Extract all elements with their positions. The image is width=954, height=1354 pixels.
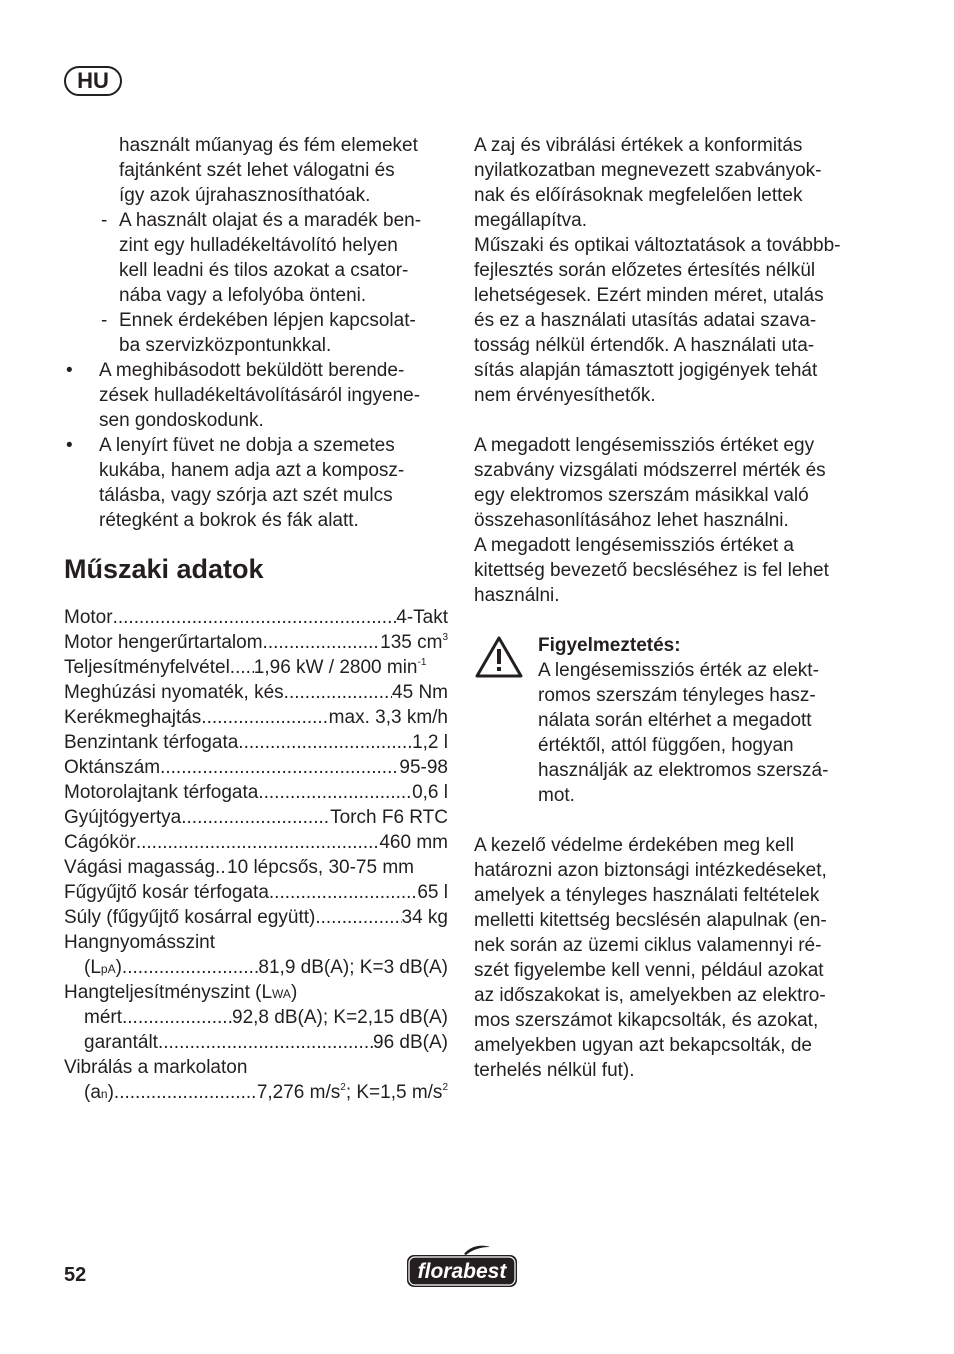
text-line: nem érvényesíthetők. <box>474 385 656 406</box>
spec-label: Meghúzási nyomaték, kés <box>64 682 284 703</box>
text-line: tosság nélkül értendők. A használati uta- <box>474 335 815 356</box>
bullet-mark: • <box>66 435 73 456</box>
text-line: nek során az üzemi ciklus valamennyi ré- <box>474 935 822 956</box>
spec-label: Teljesítményfelvétel <box>64 657 230 678</box>
dash-item <box>64 308 448 358</box>
text-line: összehasonlításához lehet használni. <box>474 510 789 531</box>
text-line: Ennek érdekében lépjen kapcsolat- <box>119 310 416 331</box>
spec-row-grass-box <box>64 880 448 905</box>
spec-label: Vágási magasság <box>64 857 216 878</box>
text-line: megállapítva. <box>474 210 588 231</box>
text-line: amelyek a tényleges használati feltételek <box>474 885 820 906</box>
text-line: Műszaki és optikai változtatások a továbbb- <box>474 235 841 256</box>
spec-label: Gyújtógyertya <box>64 807 182 828</box>
spec-value: 1,96 kW / 2800 $\min^{-1}$ <box>253 657 427 678</box>
text-line: zint egy hulladékeltávolító helyen <box>119 235 398 256</box>
text-line: A meghibásodott beküldött berende- <box>99 360 405 381</box>
continued-text <box>64 133 448 208</box>
spec-row-sound-power-guaranteed <box>64 1030 448 1055</box>
text-line: nak és előírásoknak megfelelően lettek <box>474 185 803 206</box>
text-line: terhelés nélkül fut). <box>474 1060 635 1081</box>
bullet-item <box>64 433 448 533</box>
spec-label: Cágókör <box>64 832 136 853</box>
text-line: A zaj és vibrálási értékek a konformitás <box>474 135 803 156</box>
text-line: A lenyírt füvet ne dobja a szemetes <box>99 435 395 456</box>
warning-title: Figyelmeztetés: <box>538 635 681 656</box>
text-line: egy elektromos szerszám másikkal való <box>474 485 809 506</box>
spec-row-vibration <box>64 1080 448 1105</box>
right-column <box>474 133 874 1083</box>
text-line: és ez a használati utasítás adatai szava- <box>474 310 817 331</box>
spec-row-displacement <box>64 630 448 655</box>
spec-row-power <box>64 655 448 680</box>
spec-row-oil-tank <box>64 780 448 805</box>
spec-label: Súly (fűgyűjtő kosárral együtt) <box>64 907 316 928</box>
text-line: használni. <box>474 585 560 606</box>
text-line: sítás alapján támasztott jogigények tehát <box>474 360 818 381</box>
warning-block <box>474 633 874 808</box>
spec-row-motor <box>64 605 448 630</box>
spec-head-sound-pressure: Hangnyomásszint <box>64 932 216 953</box>
dash-mark: - <box>101 310 108 331</box>
spec-label: Motor <box>64 607 113 628</box>
spec-value: 96 dB(A) <box>373 1032 448 1053</box>
text-line: az időszakokat is, amelyekben az elektro- <box>474 985 826 1006</box>
section-title: Műszaki adatok <box>64 554 264 584</box>
spec-value: 7,276 $m/s^2$; K=1,5 $m/s^2$ <box>256 1082 448 1103</box>
text-line: melletti kitettség becslésén alapulnak (en- <box>474 910 827 931</box>
spec-value: 4-Takt <box>396 607 448 628</box>
spec-value: 95-98 <box>399 757 448 778</box>
spec-label: Oktánszám <box>64 757 161 778</box>
spec-row-sound-pressure <box>64 955 448 980</box>
spec-head-vibration: Vibrálás a markolaton <box>64 1057 248 1078</box>
spec-row-fuel-tank <box>64 730 448 755</box>
spec-label: (an) <box>84 1082 114 1103</box>
paragraph-conformity <box>474 133 874 233</box>
text-line: mot. <box>538 785 575 806</box>
text-line: romos szerszám tényleges hasz- <box>538 685 816 706</box>
spec-label: mért <box>84 1007 122 1028</box>
left-column <box>64 133 448 1105</box>
spec-label: (LpA) <box>84 957 122 978</box>
spec-row-cut-height <box>64 855 448 880</box>
text-line: használják az elektromos szerszá- <box>538 760 829 781</box>
spec-label: Benzintank térfogata <box>64 732 239 753</box>
spec-value: 135 $cm^3$ <box>380 632 448 653</box>
text-line: A kezelő védelme érdekében meg kell <box>474 835 795 856</box>
text-line: így azok újrahasznosíthatóak. <box>119 185 371 206</box>
text-line: rétegként a bokrok és fák alatt. <box>99 510 359 531</box>
spec-label: Motorolajtank térfogata <box>64 782 259 803</box>
spec-label: Motor hengerűrtartalom <box>64 632 263 653</box>
paragraph-operator-protection <box>474 833 874 1083</box>
text-line: nálata során eltérhet a megadott <box>538 710 812 731</box>
text-line: határozni azon biztonsági intézkedéseket, <box>474 860 827 881</box>
spec-value: 10 lépcsős, 30-75 mm <box>227 857 414 878</box>
bullet-item <box>64 358 448 433</box>
spec-head-sound-power: Hangteljesítményszint (LWA) <box>64 982 298 1003</box>
text-line: A megadott lengésemissziós értéket egy <box>474 435 815 456</box>
language-badge: HU <box>64 66 122 96</box>
text-line: mos szerszámot kikapcsolták, és azokat, <box>474 1010 819 1031</box>
spec-value: 45 Nm <box>392 682 448 703</box>
spec-row-weight <box>64 905 448 930</box>
page-number: 52 <box>64 1264 87 1286</box>
text-line: A megadott lengésemissziós értéket a <box>474 535 795 556</box>
text-line: fajtánként szét lehet válogatni és <box>119 160 395 181</box>
paragraph-vibration-exposure <box>474 533 874 608</box>
spec-value: 1,2 l <box>412 732 448 753</box>
florabest-logo <box>404 1244 520 1290</box>
text-line: ba szervizközpontunkkal. <box>119 335 332 356</box>
spec-value: 460 mm <box>379 832 448 853</box>
text-line: szabvány vizsgálati módszerrel mérték és <box>474 460 826 481</box>
text-line: amelyekben ugyan azt bekapcsolták, de <box>474 1035 812 1056</box>
spec-value: 92,8 dB(A); K=2,15 dB(A) <box>232 1007 448 1028</box>
bullet-mark: • <box>66 360 73 381</box>
technical-specs <box>64 605 448 1105</box>
text-line: fejlesztés során előzetes értesítés nélkül <box>474 260 816 281</box>
spec-label: garantált <box>84 1032 158 1053</box>
text-line: kell leadni és tilos azokat a csator- <box>119 260 409 281</box>
spec-row-wheel-drive <box>64 705 448 730</box>
paragraph-changes <box>474 233 874 408</box>
text-line: használt műanyag és fém elemeket <box>119 135 418 156</box>
spec-row-octane <box>64 755 448 780</box>
text-line: zések hulladékeltávolításáról ingyene- <box>99 385 421 406</box>
svg-text:florabest: florabest <box>417 1260 507 1283</box>
spec-value: Torch F6 RTC <box>330 807 448 828</box>
dash-mark: - <box>101 210 108 231</box>
text-line: tálásba, vagy szórja azt szét mulcs <box>99 485 393 506</box>
spec-row-cut-circle <box>64 830 448 855</box>
text-line: sen gondoskodunk. <box>99 410 264 431</box>
spec-value: 81,9 dB(A); K=3 dB(A) <box>258 957 448 978</box>
dash-item <box>64 208 448 308</box>
text-line: A használt olajat és a maradék ben- <box>119 210 422 231</box>
spec-row-torque <box>64 680 448 705</box>
text-line: lehetségesek. Ezért minden méret, utalás <box>474 285 824 306</box>
text-line: nyilatkozatban megnevezett szabványok- <box>474 160 822 181</box>
text-line: nába vagy a lefolyóba önteni. <box>119 285 367 306</box>
spec-value: 65 l <box>417 882 448 903</box>
spec-value: 34 kg <box>401 907 448 928</box>
text-line: kukába, hanem adja azt a komposz- <box>99 460 405 481</box>
spec-label: Kerékmeghajtás <box>64 707 202 728</box>
spec-row-spark-plug <box>64 805 448 830</box>
spec-value: 0,6 l <box>412 782 448 803</box>
spec-row-sound-power-measured <box>64 1005 448 1030</box>
spec-value: max. 3,3 km/h <box>328 707 448 728</box>
text-line: kitettség bevezető becsléséhez is fel lehet <box>474 560 829 581</box>
text-line: A lengésemissziós érték az elekt- <box>538 660 819 681</box>
warning-triangle-icon <box>474 635 524 679</box>
text-line: értéktől, attól függően, hogyan <box>538 735 794 756</box>
text-line: szét figyelembe kell venni, például azokat <box>474 960 824 981</box>
spec-label: Fűgyűjtő kosár térfogata <box>64 882 269 903</box>
paragraph-vibration-comparison <box>474 433 874 533</box>
